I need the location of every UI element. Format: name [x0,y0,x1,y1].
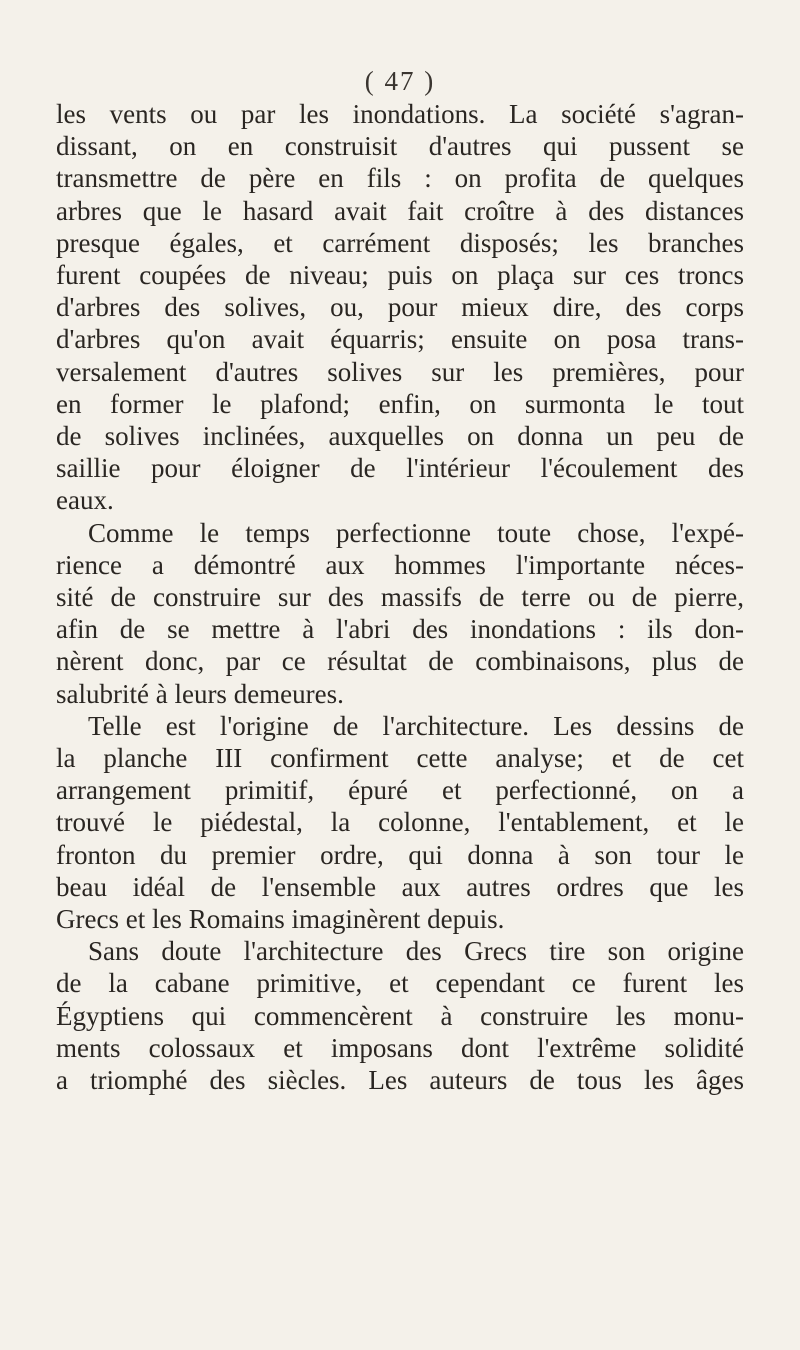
text-line: d'arbres des solives, ou, pour mieux dire, des corps [56,292,744,323]
text-line: eaux. [56,485,114,516]
text-line: dissant, on en construisit d'autres qui pussent se [56,131,744,162]
text-line: fronton du premier ordre, qui donna à son tour le [56,839,744,870]
text-line: la planche III confirment cette analyse; et de cet [56,743,744,774]
paragraph-3 [56,710,744,935]
text-line: arbres que le hasard avait fait croître à des distances [56,195,744,226]
text-line: en former le plafond; enfin, on surmonta le tout [56,388,744,419]
text-line: d'arbres qu'on avait équarris; ensuite on posa trans- [56,324,744,355]
text-line: versalement d'autres solives sur les premières, pour [56,356,744,387]
text-line: arrangement primitif, épuré et perfectionné, on a [56,775,744,806]
text-line: presque égales, et carrément disposés; les branches [56,227,744,258]
text-line: Grecs et les Romains imaginèrent depuis. [56,904,505,935]
text-line: Sans doute l'architecture des Grecs tire son origine [88,936,744,967]
paragraph-4 [56,935,744,1096]
text-line: les vents ou par les inondations. La société s'agran- [56,99,744,129]
text-line: saillie pour éloigner de l'intérieur l'écoulement des [56,453,744,484]
paragraph-1 [56,98,744,517]
text-line: Telle est l'origine de l'architecture. Les dessins de [88,710,744,741]
text-line: salubrité à leurs demeures. [56,678,344,709]
text-line: ments colossaux et imposans dont l'extrême solidité [56,1032,744,1063]
text-line: transmettre de père en fils : on profita de quelques [56,163,744,194]
text-line: Comme le temps perfectionne toute chose, l'expé- [88,517,744,548]
text-line: sité de construire sur des massifs de terre ou de pierre, [56,582,744,613]
text-line: a triomphé des siècles. Les auteurs de tous les âges [56,1065,744,1096]
page-number: ( 47 ) [364,66,436,96]
text-line: de la cabane primitive, et cependant ce furent les [56,968,744,999]
text-line: afin de se mettre à l'abri des inondations : ils don- [56,614,744,645]
body-text [56,98,744,1096]
text-line: beau idéal de l'ensemble aux autres ordres que les [56,871,744,902]
text-line: nèrent donc, par ce résultat de combinaisons, plus de [56,646,744,677]
text-line: rience a démontré aux hommes l'importante néces- [56,549,744,580]
paragraph-2 [56,517,744,710]
text-line: trouvé le piédestal, la colonne, l'entablement, et le [56,807,744,838]
text-line: de solives inclinées, auxquelles on donna un peu de [56,421,744,452]
text-line: Égyptiens qui commencèrent à construire les monu- [56,1000,744,1031]
text-line: furent coupées de niveau; puis on plaça sur ces troncs [56,260,744,291]
